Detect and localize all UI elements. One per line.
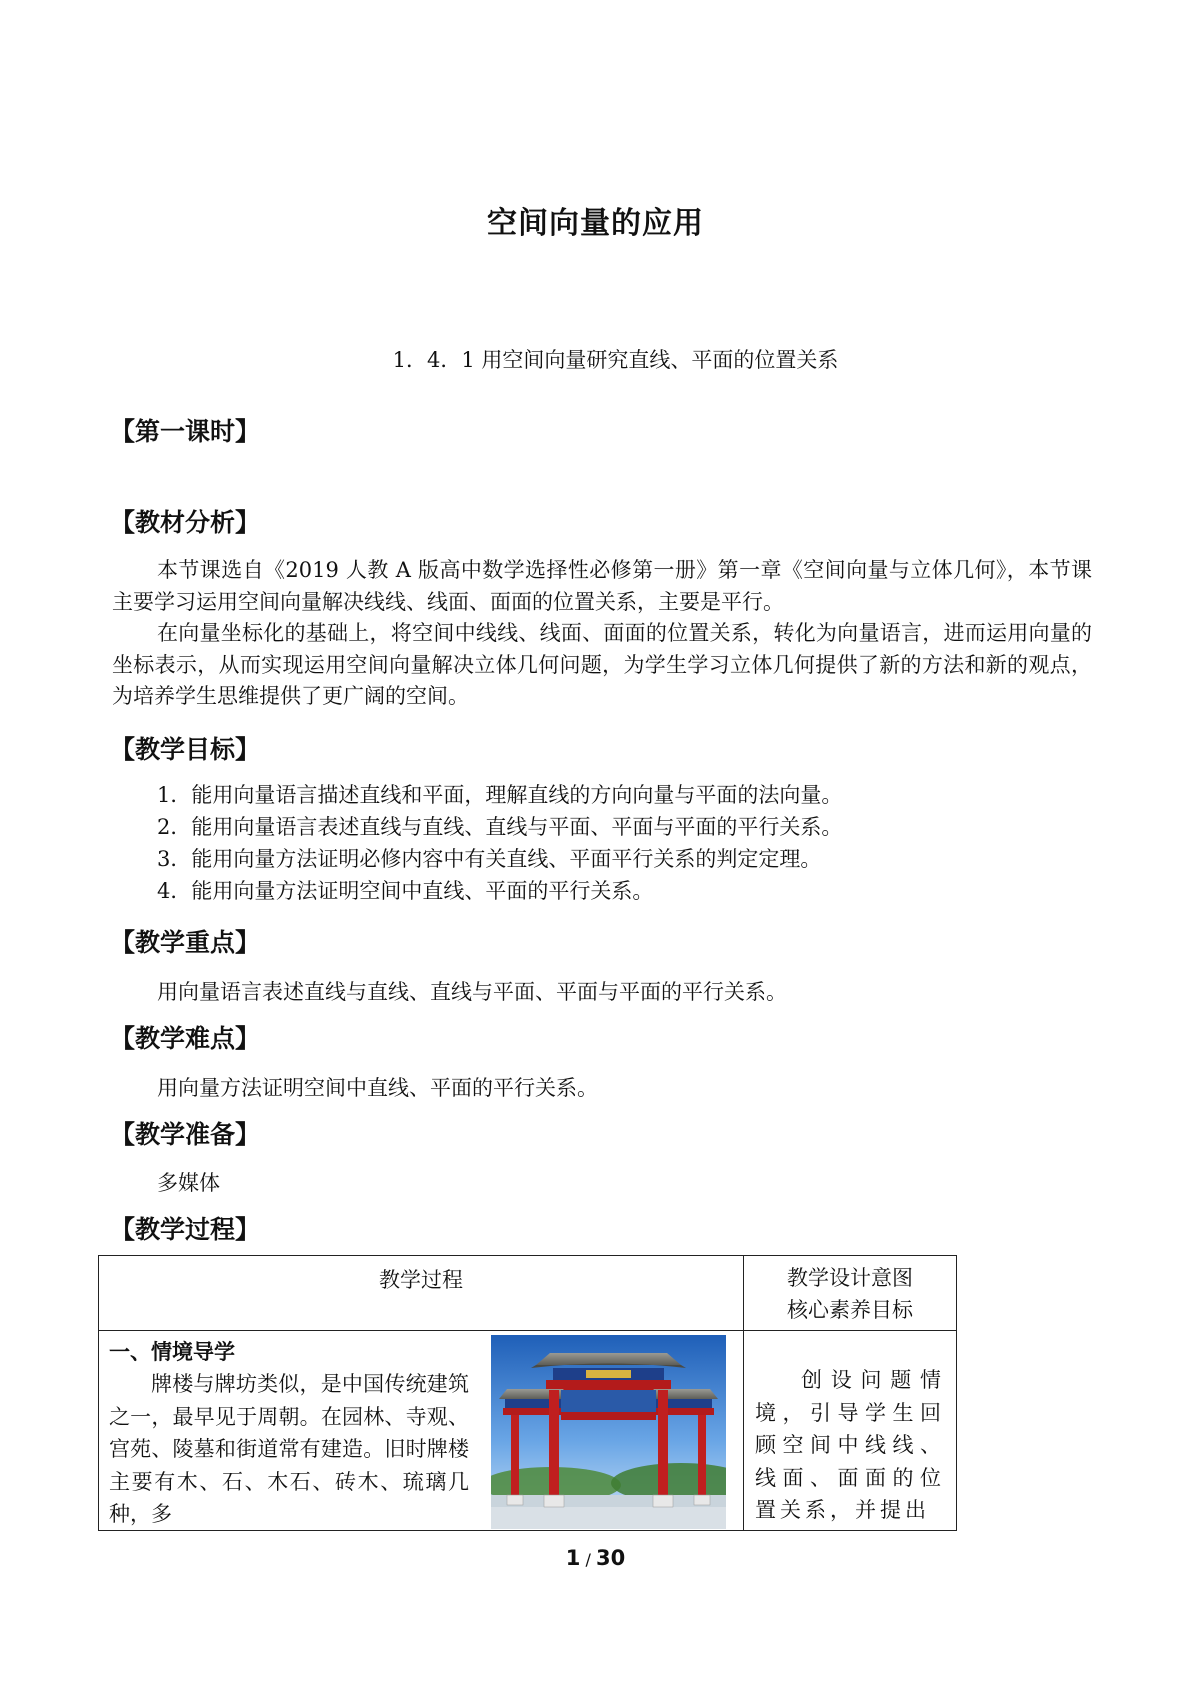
goals-heading: 【教学目标】 <box>110 735 261 764</box>
goal-item: 1．能用向量语言描述直线和平面，理解直线的方向向量与平面的法向量。 <box>157 783 843 807</box>
paifang-image <box>491 1335 726 1529</box>
table-header-intent-line2: 核心素养目标 <box>787 1298 913 1322</box>
table-header-intent <box>744 1262 956 1326</box>
goals-list <box>157 779 842 907</box>
analysis-paragraph-2: 在向量坐标化的基础上，将空间中线线、线面、面面的位置关系，转化为向量语言，进而运用向量的坐标表示，从而实现运用空间向量解决立体几何问题，为学生学习立体几何提供了新的方法和新的观点，为培养学生思维提供了更广阔的空间。 <box>112 621 1092 708</box>
table-side-text <box>755 1364 945 1527</box>
document-subtitle: 1．4．1 用空间向量研究直线、平面的位置关系 <box>392 348 839 372</box>
document-title: 空间向量的应用 <box>487 206 704 241</box>
analysis-paragraph-1: 本节课选自《2019 人教 A 版高中数学选择性必修第一册》第一章《空间向量与立体几何》，本节课主要学习运用空间向量解决线线、线面、面面的位置关系，主要是平行。 <box>112 558 1092 614</box>
key-heading: 【教学重点】 <box>110 928 261 957</box>
page-separator: / <box>580 1550 596 1569</box>
key-text: 用向量语言表述直线与直线、直线与平面、平面与平面的平行关系。 <box>157 980 787 1004</box>
difficult-text: 用向量方法证明空间中直线、平面的平行关系。 <box>157 1076 598 1100</box>
goal-item: 2．能用向量语言表述直线与直线、直线与平面、平面与平面的平行关系。 <box>157 815 843 839</box>
prep-text: 多媒体 <box>157 1171 220 1195</box>
table-side-paragraph: 创设问题情境，引导学生回顾空间中线线、线面、面面的位置关系，并提出 <box>755 1368 945 1522</box>
lesson-heading: 【第一课时】 <box>110 417 261 446</box>
prep-heading: 【教学准备】 <box>110 1120 261 1149</box>
table-section-title: 一、情境导学 <box>109 1340 235 1364</box>
page-total: 30 <box>595 1546 626 1570</box>
goal-item: 4．能用向量方法证明空间中直线、平面的平行关系。 <box>157 879 654 903</box>
table-header-intent-line1: 教学设计意图 <box>787 1266 913 1290</box>
analysis-heading: 【教材分析】 <box>110 508 261 537</box>
page-current: 1 <box>565 1546 581 1570</box>
table-body-text <box>109 1368 469 1531</box>
page-indicator <box>0 1546 1191 1570</box>
process-heading: 【教学过程】 <box>110 1215 261 1244</box>
table-header-process: 教学过程 <box>379 1268 463 1292</box>
difficult-heading: 【教学难点】 <box>110 1024 261 1053</box>
goal-item: 3．能用向量方法证明必修内容中有关直线、平面平行关系的判定定理。 <box>157 847 822 871</box>
table-header-divider <box>99 1330 956 1331</box>
analysis-text <box>112 555 1092 713</box>
process-table <box>98 1255 957 1531</box>
table-body-paragraph: 牌楼与牌坊类似，是中国传统建筑之一，最早见于周朝。在园林、寺观、宫苑、陵墓和街道常有建造。旧时牌楼主要有木、石、木石、砖木、琉璃几种，多 <box>109 1372 469 1526</box>
